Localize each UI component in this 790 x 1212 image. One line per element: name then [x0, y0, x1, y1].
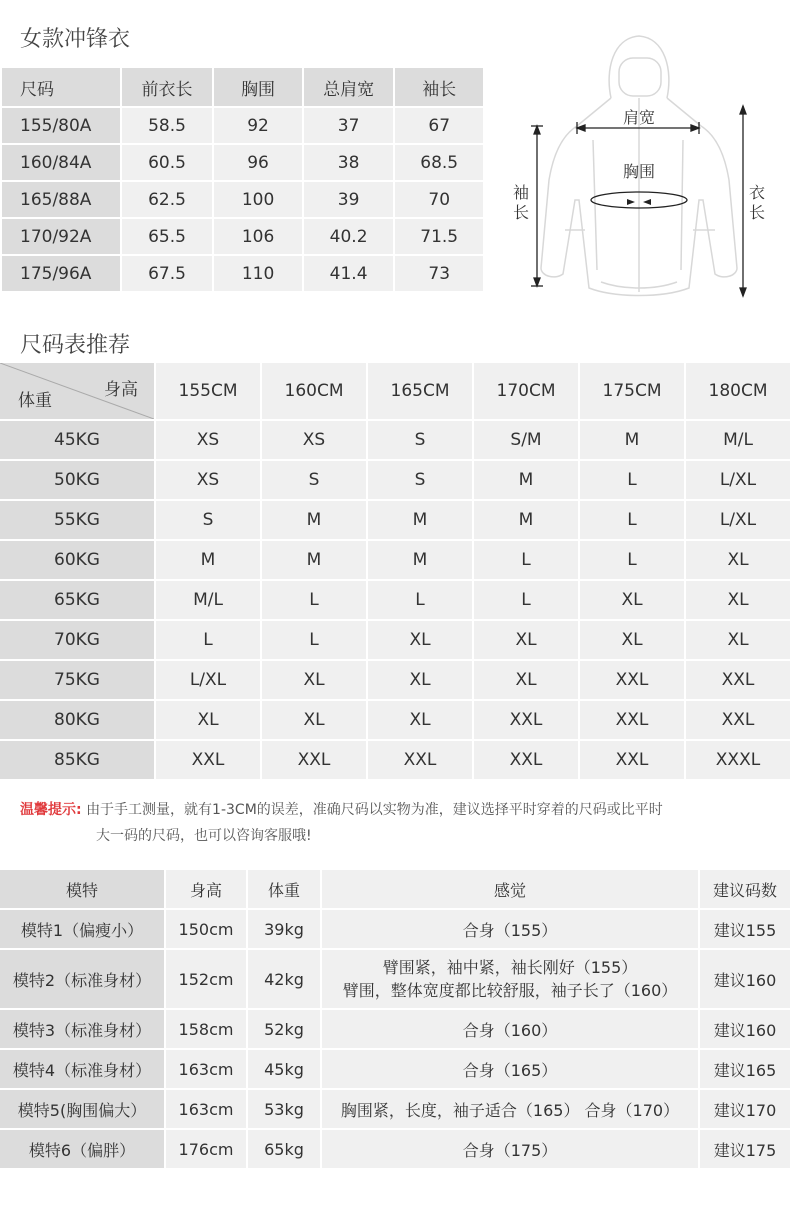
table-row: [0, 581, 790, 619]
model-feel: 合身（175）: [322, 1130, 698, 1168]
model-feel: 合身（155）: [322, 910, 698, 948]
cell: XL: [368, 661, 472, 699]
cell: L/XL: [686, 501, 790, 539]
table-row: [0, 461, 790, 499]
weight-label: 60KG: [0, 541, 154, 579]
cell: XL: [580, 581, 684, 619]
sleeve-label-2: 长: [512, 203, 530, 222]
cell: XXL: [580, 741, 684, 779]
header-feel: 感觉: [322, 870, 698, 908]
cell: XL: [474, 661, 578, 699]
size-label: 160/84A: [2, 145, 120, 180]
cell: 110: [214, 256, 302, 291]
model-feel: 合身（165）: [322, 1050, 698, 1088]
cell: L/XL: [686, 461, 790, 499]
cell: L: [580, 541, 684, 579]
chest-label: 胸围: [622, 162, 656, 181]
cell: 39: [304, 182, 394, 217]
cell: XL: [262, 701, 366, 739]
cell: 58.5: [122, 108, 213, 143]
header-chest: 胸围: [214, 68, 302, 106]
table-row: [0, 741, 790, 779]
model-weight: 53kg: [248, 1090, 320, 1128]
corner-height-label: 身高: [104, 380, 138, 400]
table-row: [0, 541, 790, 579]
cell: XXL: [474, 741, 578, 779]
length-arrow-icon: [740, 106, 746, 296]
cell: L: [262, 621, 366, 659]
women-size-header-row: [2, 68, 483, 106]
cell: XXL: [156, 741, 260, 779]
recommend-section-title: 尺码表推荐: [20, 333, 131, 358]
height-header: 175CM: [580, 363, 684, 419]
model-feel: 胸围紧，长度，袖子适合（165） 合身（170）: [322, 1090, 698, 1128]
shoulder-label: 肩宽: [622, 108, 656, 127]
notice-label: 温馨提示:: [20, 802, 82, 818]
model-weight: 45kg: [248, 1050, 320, 1088]
cell: XL: [686, 581, 790, 619]
table-row: [0, 621, 790, 659]
cell: M: [474, 461, 578, 499]
cell: 73: [395, 256, 483, 291]
women-section-title: 女款冲锋衣: [20, 27, 131, 52]
model-height: 163cm: [166, 1050, 246, 1088]
cell: XXXL: [686, 741, 790, 779]
cell: XL: [262, 661, 366, 699]
model-feel-line: 臂围，整体宽度都比较舒服，袖子长了（160）: [342, 981, 678, 1000]
cell: S: [262, 461, 366, 499]
cell: L: [580, 501, 684, 539]
cell: S/M: [474, 421, 578, 459]
model-feel: [322, 950, 698, 1008]
table-row: [0, 1050, 790, 1088]
cell: XXL: [580, 661, 684, 699]
table-row: [0, 421, 790, 459]
table-row: [2, 182, 483, 217]
model-name: 模特2（标准身材）: [0, 950, 164, 1008]
cell: XL: [580, 621, 684, 659]
weight-label: 80KG: [0, 701, 154, 739]
size-label: 175/96A: [2, 256, 120, 291]
cell: 40.2: [304, 219, 394, 254]
cell: S: [368, 461, 472, 499]
cell: L: [368, 581, 472, 619]
cell: S: [156, 501, 260, 539]
table-row: [2, 108, 483, 143]
women-size-table: [0, 66, 485, 293]
height-header: 155CM: [156, 363, 260, 419]
weight-label: 55KG: [0, 501, 154, 539]
cell: 62.5: [122, 182, 213, 217]
cell: M/L: [156, 581, 260, 619]
cell: 71.5: [395, 219, 483, 254]
height-header: 180CM: [686, 363, 790, 419]
cell: 38: [304, 145, 394, 180]
model-height: 152cm: [166, 950, 246, 1008]
cell: 100: [214, 182, 302, 217]
cell: XL: [368, 701, 472, 739]
size-notice: [20, 797, 770, 849]
cell: M/L: [686, 421, 790, 459]
table-row: [2, 145, 483, 180]
weight-label: 50KG: [0, 461, 154, 499]
cell: XXL: [474, 701, 578, 739]
model-weight: 65kg: [248, 1130, 320, 1168]
corner-weight-label: 体重: [18, 391, 52, 411]
cell: XL: [474, 621, 578, 659]
cell: L: [474, 541, 578, 579]
header-front-length: 前衣长: [122, 68, 213, 106]
model-weight: 39kg: [248, 910, 320, 948]
table-row: [0, 1010, 790, 1048]
cell: XXL: [686, 661, 790, 699]
cell: M: [474, 501, 578, 539]
cell: 41.4: [304, 256, 394, 291]
table-row: [2, 256, 483, 291]
weight-label: 75KG: [0, 661, 154, 699]
model-name: 模特5(胸围偏大）: [0, 1090, 164, 1128]
cell: XXL: [262, 741, 366, 779]
model-name: 模特1（偏瘦小）: [0, 910, 164, 948]
cell: M: [580, 421, 684, 459]
weight-label: 45KG: [0, 421, 154, 459]
header-height: 身高: [166, 870, 246, 908]
model-height: 150cm: [166, 910, 246, 948]
table-row: [0, 701, 790, 739]
model-height: 163cm: [166, 1090, 246, 1128]
model-suggest: 建议160: [700, 1010, 790, 1048]
cell: XL: [368, 621, 472, 659]
header-model: 模特: [0, 870, 164, 908]
recommend-size-table: [0, 361, 790, 781]
cell: S: [368, 421, 472, 459]
header-size: 尺码: [2, 68, 120, 106]
cell: XS: [156, 461, 260, 499]
length-label-2: 长: [748, 203, 766, 222]
height-header: 160CM: [262, 363, 366, 419]
model-height: 176cm: [166, 1130, 246, 1168]
height-header: 170CM: [474, 363, 578, 419]
cell: 70: [395, 182, 483, 217]
cell: 68.5: [395, 145, 483, 180]
height-header: 165CM: [368, 363, 472, 419]
table-row: [0, 1130, 790, 1168]
model-feel: 合身（160）: [322, 1010, 698, 1048]
cell: M: [262, 541, 366, 579]
cell: 65.5: [122, 219, 213, 254]
cell: L: [262, 581, 366, 619]
model-weight: 52kg: [248, 1010, 320, 1048]
cell: XXL: [686, 701, 790, 739]
header-sleeve: 袖长: [395, 68, 483, 106]
weight-label: 85KG: [0, 741, 154, 779]
jacket-measurement-diagram: [505, 30, 775, 310]
notice-line-1: 由于手工测量，就有1-3CM的误差，准确尺码以实物为准，建议选择平时穿着的尺码或比平时: [86, 802, 663, 818]
cell: XS: [156, 421, 260, 459]
size-label: 155/80A: [2, 108, 120, 143]
model-name: 模特6（偏胖）: [0, 1130, 164, 1168]
size-label: 165/88A: [2, 182, 120, 217]
size-label: 170/92A: [2, 219, 120, 254]
cell: L: [474, 581, 578, 619]
cell: L/XL: [156, 661, 260, 699]
model-suggest: 建议175: [700, 1130, 790, 1168]
cell: 106: [214, 219, 302, 254]
table-row: [2, 219, 483, 254]
cell: L: [580, 461, 684, 499]
header-shoulder: 总肩宽: [304, 68, 394, 106]
cell: XL: [686, 621, 790, 659]
header-weight: 体重: [248, 870, 320, 908]
length-label-1: 衣: [748, 183, 766, 202]
corner-cell: [0, 363, 154, 419]
model-name: 模特3（标准身材）: [0, 1010, 164, 1048]
cell: XS: [262, 421, 366, 459]
table-row: [0, 661, 790, 699]
cell: 92: [214, 108, 302, 143]
header-suggest: 建议码数: [700, 870, 790, 908]
cell: XXL: [368, 741, 472, 779]
cell: 96: [214, 145, 302, 180]
model-weight: 42kg: [248, 950, 320, 1008]
weight-label: 70KG: [0, 621, 154, 659]
recommend-header-row: [0, 363, 790, 419]
cell: 60.5: [122, 145, 213, 180]
cell: 37: [304, 108, 394, 143]
table-row: [0, 950, 790, 1008]
model-suggest: 建议170: [700, 1090, 790, 1128]
model-suggest: 建议165: [700, 1050, 790, 1088]
cell: 67.5: [122, 256, 213, 291]
sleeve-label-1: 袖: [512, 183, 530, 202]
model-suggest: 建议155: [700, 910, 790, 948]
model-suggest: 建议160: [700, 950, 790, 1008]
cell: M: [368, 501, 472, 539]
cell: XL: [156, 701, 260, 739]
model-height: 158cm: [166, 1010, 246, 1048]
model-name: 模特4（标准身材）: [0, 1050, 164, 1088]
table-row: [0, 910, 790, 948]
model-header-row: [0, 870, 790, 908]
cell: XL: [686, 541, 790, 579]
cell: L: [156, 621, 260, 659]
model-fit-table: [0, 868, 790, 1170]
cell: M: [262, 501, 366, 539]
model-feel-line: 臂围紧，袖中紧，袖长刚好（155）: [382, 958, 638, 977]
cell: M: [156, 541, 260, 579]
cell: 67: [395, 108, 483, 143]
table-row: [0, 501, 790, 539]
cell: M: [368, 541, 472, 579]
table-row: [0, 1090, 790, 1128]
notice-line-2: 大一码的尺码，也可以咨询客服哦!: [96, 828, 312, 844]
weight-label: 65KG: [0, 581, 154, 619]
cell: XXL: [580, 701, 684, 739]
